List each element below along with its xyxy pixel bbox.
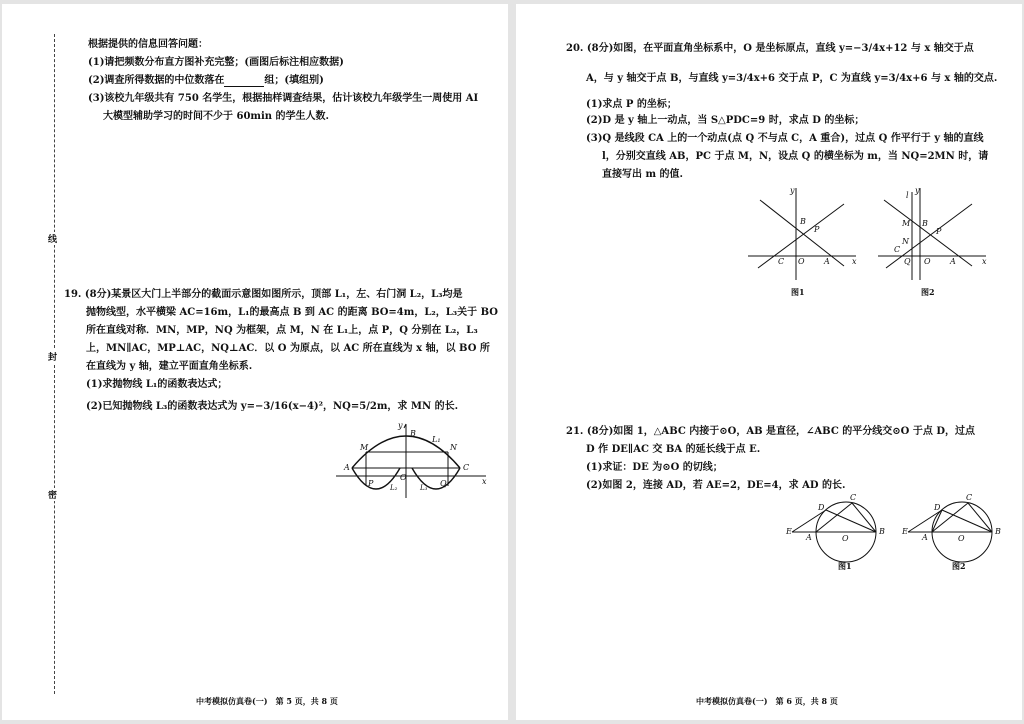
label-P: P	[936, 227, 942, 236]
label-B: B	[995, 527, 1001, 536]
binding-char-seal: 封	[48, 350, 57, 363]
q20-sub-2: (2)D 是 y 轴上一动点，当 S△PDC=9 时，求点 D 的坐标；	[586, 115, 865, 126]
q21-sub-2: (2)如图 2，连接 AD，若 AE=2，DE=4，求 AD 的长.	[586, 480, 846, 491]
label-C: C	[778, 257, 785, 266]
q18-intro: 根据提供的信息回答问题：	[88, 39, 208, 50]
label-y: y	[398, 421, 403, 430]
q20-line-1: 20. (8分)如图，在平面直角坐标系中，O 是坐标原点，直线 y=−3/4x+12 与 x 轴交于点	[566, 43, 974, 54]
label-A: A	[824, 257, 830, 266]
q20-figure-1	[748, 184, 860, 288]
binding-dashed-line	[54, 34, 55, 694]
q18-item-2-text: (2)调查所得数据的中位数落在	[88, 75, 225, 86]
label-O: O	[400, 473, 407, 482]
label-P: P	[368, 479, 374, 488]
label-Q: Q	[904, 257, 911, 266]
left-page	[2, 4, 508, 720]
binding-char-close: 密	[48, 488, 57, 501]
right-page	[516, 4, 1022, 720]
q19-sub-1: (1)求抛物线 L₁的函数表达式；	[86, 379, 228, 390]
answer-blank	[224, 76, 264, 87]
label-E: E	[902, 527, 908, 536]
q20-figure-2	[878, 184, 990, 288]
label-Q: Q	[440, 479, 447, 488]
q19-line-3: 所在直线对称．MN，MP，NQ 为框架，点 M，N 在 L₁上，点 P，Q 分别在 L₂，L₃	[86, 325, 478, 336]
q19-line-1: 19. (8分)某景区大门上半部分的截面示意图如图所示，顶部 L₁，左、右门洞 L₂，L₃均是	[64, 289, 463, 300]
q20-fig2-caption: 图2	[921, 287, 935, 297]
label-y: y	[790, 186, 795, 195]
label-C: C	[894, 245, 901, 254]
label-A: A	[922, 533, 928, 542]
label-C: C	[850, 493, 857, 502]
label-N: N	[902, 237, 909, 246]
q19-arch-figure	[336, 418, 496, 500]
label-M: M	[360, 443, 369, 452]
q20-fig1-caption: 图1	[791, 287, 805, 297]
label-O: O	[958, 534, 965, 543]
label-O: O	[924, 257, 931, 266]
label-x: x	[982, 257, 987, 266]
q18-item-3-cont: 大模型辅助学习的时间不少于 60min 的学生人数.	[103, 111, 330, 122]
q21-line-2: D 作 DE∥AC 交 BA 的延长线于点 E.	[586, 444, 761, 455]
label-L2: L₂	[390, 484, 398, 492]
q19-line-2: 抛物线型，水平横梁 AC=16m，L₁的最高点 B 到 AC 的距离 BO=4m，L₂，L₃关于 BO	[86, 307, 498, 318]
label-P: P	[814, 225, 820, 234]
label-O: O	[842, 534, 849, 543]
q19-line-4: 上，MN∥AC，MP⊥AC，NQ⊥AC．以 O 为原点，以 AC 所在直线为 x 轴，以 BO 所	[86, 343, 490, 354]
q21-figure-2	[902, 490, 1006, 564]
label-A: A	[344, 463, 350, 472]
q19-sub-2: (2)已知抛物线 L₃的函数表达式为 y=−3/16(x−4)²，NQ=5/2m，求 MN 的长.	[86, 401, 459, 412]
page-footer-right: 中考模拟仿真卷(一) 第 6 页，共 8 页	[696, 696, 838, 706]
label-O: O	[798, 257, 805, 266]
label-L1: L₁	[432, 435, 441, 444]
label-x: x	[482, 477, 487, 486]
label-L3: L₃	[420, 484, 428, 492]
q21-sub-1: (1)求证：DE 为⊙O 的切线；	[586, 462, 723, 473]
label-A: A	[950, 257, 956, 266]
label-D: D	[934, 503, 941, 512]
q21-line-1: 21. (8分)如图 1，△ABC 内接于⊙O，AB 是直径，∠ABC 的平分线交⊙O 于点 D，过点	[566, 426, 975, 437]
line-DE	[792, 510, 826, 532]
line-DB	[942, 510, 992, 532]
label-B: B	[410, 429, 416, 438]
q18-item-1: (1)请把频数分布直方图补充完整；(画图后标注相应数据)	[88, 57, 344, 68]
q21-figure-1	[786, 490, 890, 564]
label-A: A	[806, 533, 812, 542]
page-footer-left: 中考模拟仿真卷(一) 第 5 页，共 8 页	[196, 696, 338, 706]
label-l: l	[906, 191, 909, 200]
label-y: y	[915, 186, 920, 195]
q20-sub-3-cont: l，分别交直线 AB，PC 于点 M，N，设点 Q 的横坐标为 m，当 NQ=2MN 时，请	[602, 151, 989, 162]
q19-line-5: 在直线为 y 轴，建立平面直角坐标系.	[86, 361, 253, 372]
q20-sub-3: (3)Q 是线段 CA 上的一个动点(点 Q 不与点 C，A 重合)，过点 Q 作平行于 y 轴的直线	[586, 133, 984, 144]
q18-item-3: (3)该校九年级共有 750 名学生，根据抽样调查结果，估计该校九年级学生一周使用 AI	[88, 93, 479, 104]
label-M: M	[902, 219, 911, 228]
label-E: E	[786, 527, 792, 536]
label-N: N	[450, 443, 457, 452]
q20-line-2: A，与 y 轴交于点 B，与直线 y=3/4x+6 交于点 P，C 为直线 y=3/4x+6 与 x 轴的交点.	[586, 73, 998, 84]
label-B: B	[800, 217, 806, 226]
label-D: D	[818, 503, 825, 512]
q20-sub-3-end: 直接写出 m 的值.	[602, 169, 684, 180]
q21-fig2-caption: 图2	[952, 561, 966, 571]
q20-sub-1: (1)求点 P 的坐标；	[586, 99, 677, 110]
q18-item-2	[88, 74, 324, 87]
label-B: B	[879, 527, 885, 536]
label-x: x	[852, 257, 857, 266]
label-C: C	[966, 493, 973, 502]
label-B: B	[922, 219, 928, 228]
q21-fig1-caption: 图1	[838, 561, 852, 571]
q18-item-2-suffix: 组；(填组别)	[264, 75, 324, 86]
binding-char-line: 线	[48, 232, 57, 245]
label-C: C	[463, 463, 470, 472]
line-DB	[826, 510, 876, 532]
